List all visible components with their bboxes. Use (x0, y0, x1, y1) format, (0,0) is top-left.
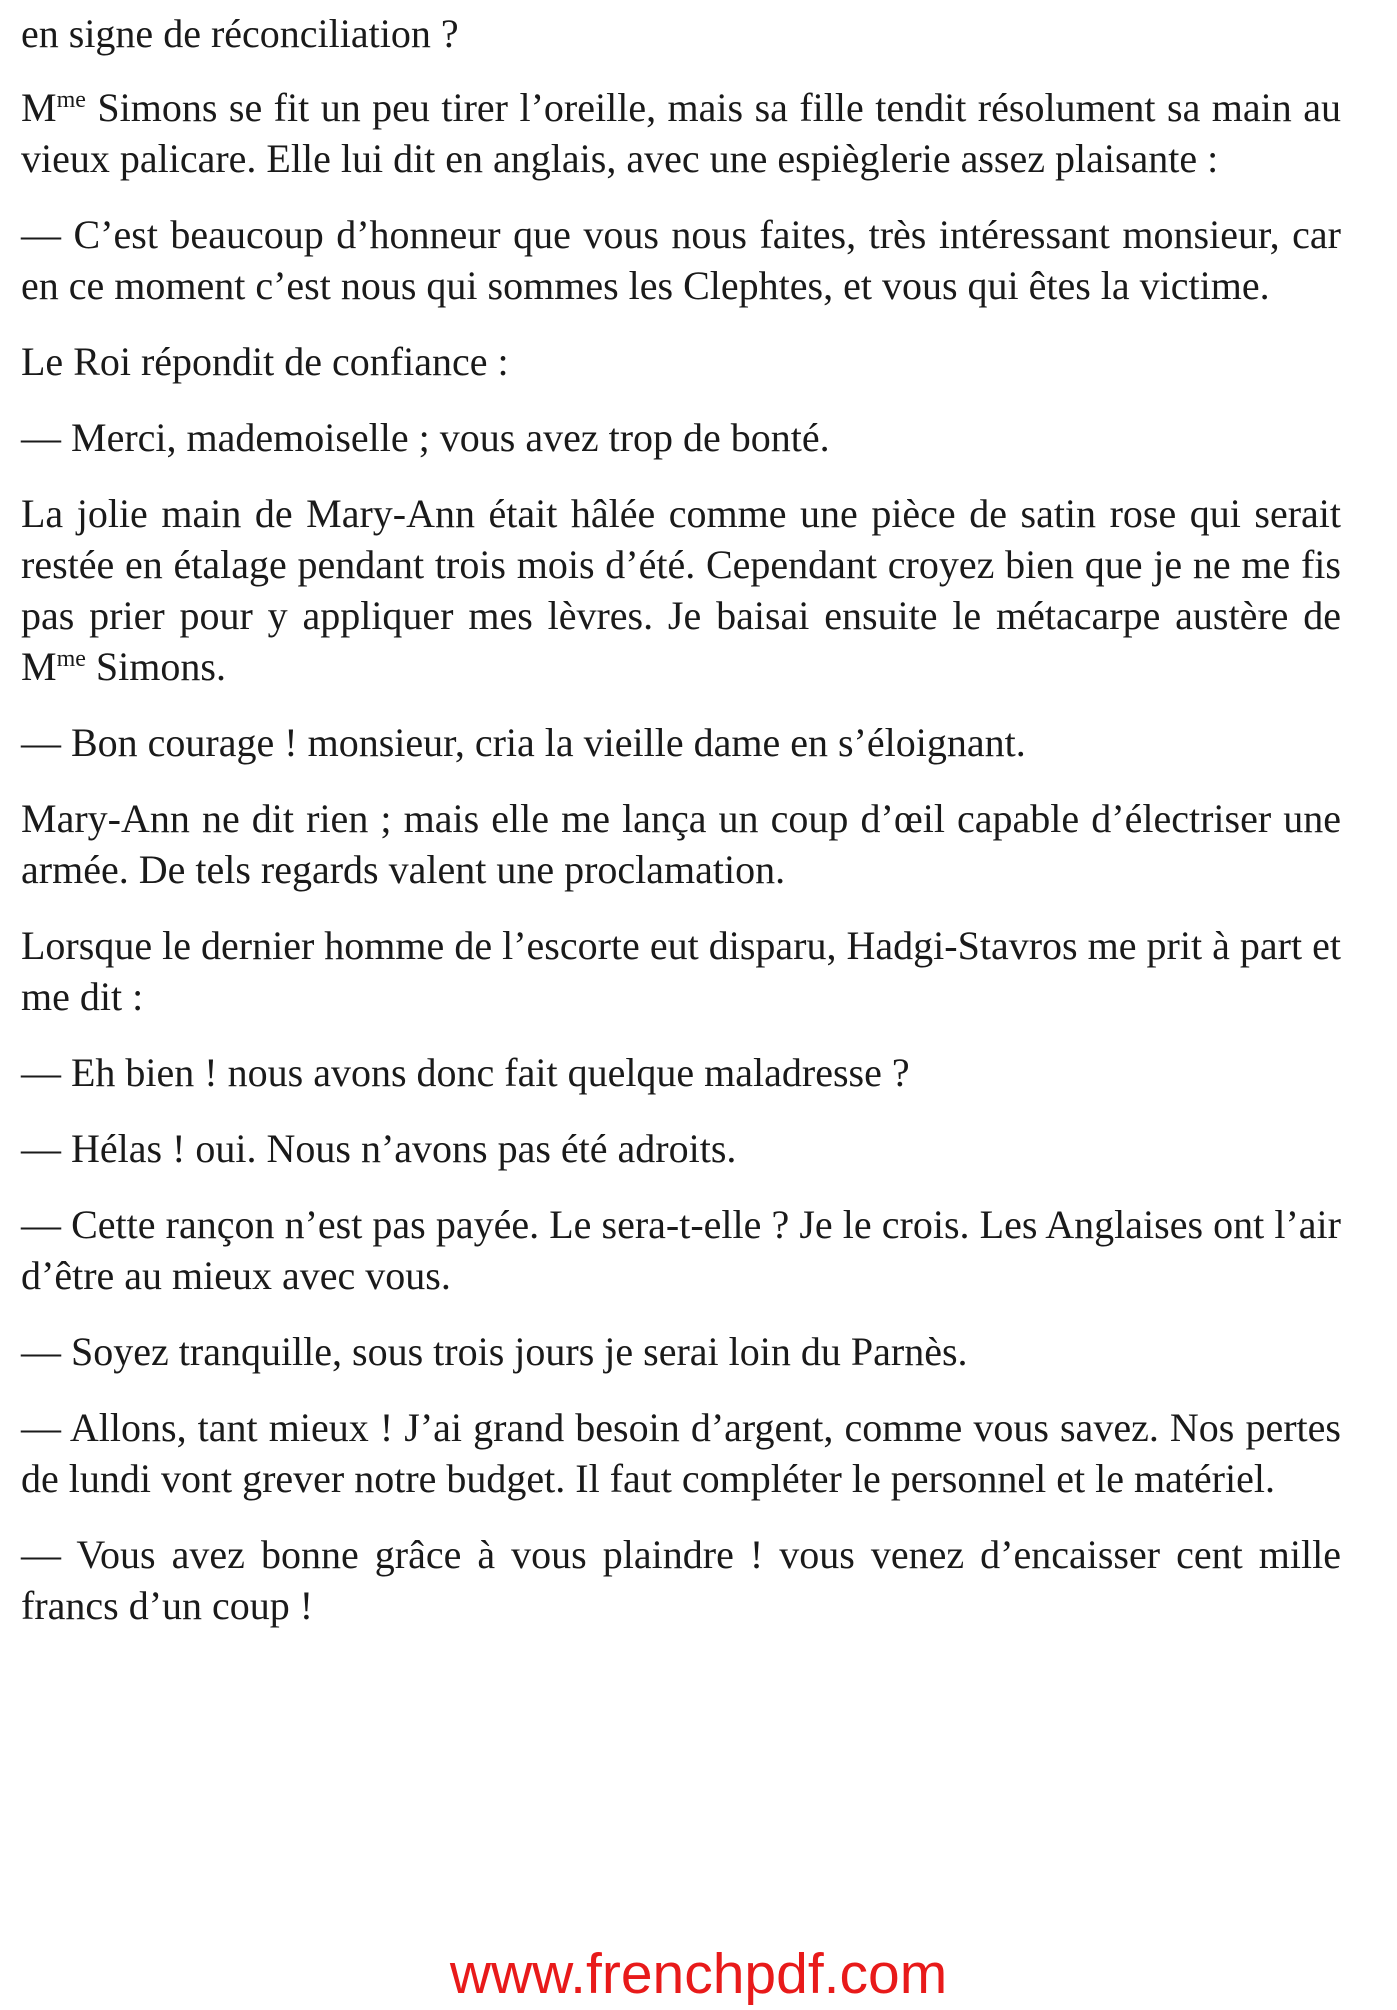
paragraph (21, 717, 1341, 768)
watermark-link[interactable]: www.frenchpdf.com (449, 1942, 948, 2006)
paragraph (21, 1199, 1341, 1301)
paragraph (21, 209, 1341, 311)
superscript-text: me (56, 646, 86, 672)
paragraph (21, 1047, 1341, 1098)
paragraph (21, 1402, 1341, 1504)
paragraph (21, 488, 1341, 692)
text-run: Mary-Ann ne dit rien ; mais elle me lança un coup d’œil capable d’électriser une armée. De tels regards valent une proclamation. (21, 796, 1341, 892)
text-run: — Soyez tranquille, sous trois jours je serai loin du Parnès. (21, 1329, 968, 1374)
paragraph (21, 793, 1341, 895)
text-run: — Eh bien ! nous avons donc fait quelque maladresse ? (21, 1050, 910, 1095)
paragraph (21, 1529, 1341, 1631)
text-run: — Vous avez bonne grâce à vous plaindre ! vous venez d’encaisser cent mille francs d’un coup ! (21, 1532, 1341, 1628)
paragraph (21, 82, 1341, 184)
paragraph (21, 1123, 1341, 1174)
text-run: Simons. (85, 644, 226, 689)
text-run: — Hélas ! oui. Nous n’avons pas été adroits. (21, 1126, 737, 1171)
text-run: — C’est beaucoup d’honneur que vous nous faites, très intéressant monsieur, car en ce moment c’est nous qui sommes les Clephtes, et vous qui êtes la victime. (21, 212, 1341, 308)
text-run: en signe de réconciliation ? (21, 11, 459, 56)
paragraph (21, 412, 1341, 463)
text-run: — Cette rançon n’est pas payée. Le sera-t-elle ? Je le crois. Les Anglaises ont l’air d’être au mieux avec vous. (21, 1202, 1341, 1298)
text-run: — Bon courage ! monsieur, cria la vieille dame en s’éloignant. (21, 720, 1026, 765)
superscript-text: me (56, 87, 86, 113)
paragraph (21, 920, 1341, 1022)
paragraph (21, 336, 1341, 387)
text-run: — Merci, mademoiselle ; vous avez trop de bonté. (21, 415, 830, 460)
text-run: M (21, 85, 57, 130)
text-run: Lorsque le dernier homme de l’escorte eut disparu, Hadgi-Stavros me prit à part et me dit : (21, 923, 1341, 1019)
paragraph (21, 8, 1341, 59)
text-run: Simons se fit un peu tirer l’oreille, mais sa fille tendit résolument sa main au vieux palicare. Elle lui dit en anglais, avec une espièglerie assez plaisante : (21, 85, 1341, 181)
text-run: Le Roi répondit de confiance : (21, 339, 509, 384)
page-text (21, 8, 1341, 1656)
paragraph (21, 1326, 1341, 1377)
text-run: La jolie main de Mary-Ann était hâlée comme une pièce de satin rose qui serait restée en étalage pendant trois mois d’été. Cependant croyez bien que je ne me fis pas prier pour y appliquer mes lèvres. Je baisai ensuite le métacarpe austère de M (21, 491, 1341, 689)
text-run: — Allons, tant mieux ! J’ai grand besoin d’argent, comme vous savez. Nos pertes de lundi vont grever notre budget. Il faut compléter le personnel et le matériel. (21, 1405, 1341, 1501)
